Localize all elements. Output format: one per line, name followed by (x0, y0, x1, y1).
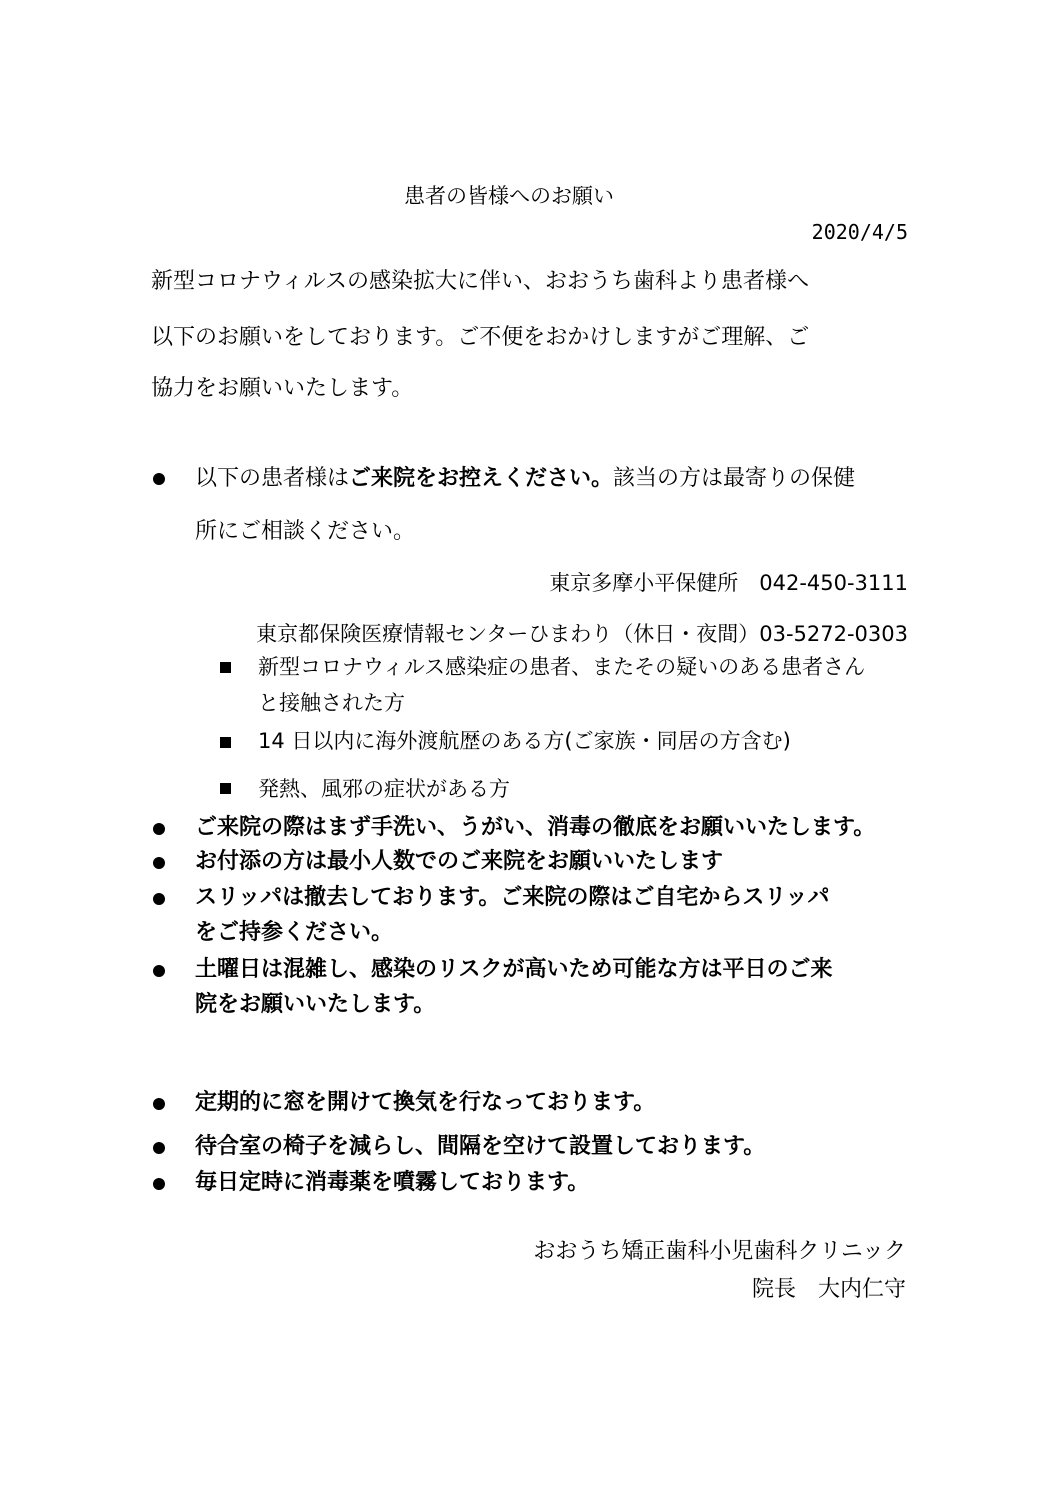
item-1-line-1 (195, 466, 855, 492)
contact-health-center: 東京多摩小平保健所 042-450-3111 (549, 571, 908, 595)
intro-line-1: 新型コロナウィルスの感染拡大に伴い、おおうち歯科より患者様へ (151, 269, 810, 294)
clinic-name: おおうち矯正歯科小児歯科クリニック (533, 1239, 906, 1264)
condition-1-line-1: 新型コロナウィルス感染症の患者、またその疑いのある患者さん (258, 655, 866, 679)
request-3-line-1: スリッパは撤去しております。ご来院の際はご自宅からスリッパ (195, 885, 830, 910)
bullet-icon (153, 857, 165, 869)
measure-1: 定期的に窓を開けて換気を行なっております。 (195, 1090, 656, 1115)
page-title: 患者の皆様へのお願い (404, 184, 614, 208)
condition-3: 発熱、風邪の症状がある方 (258, 777, 510, 801)
item-1-pre: 以下の患者様は (195, 466, 350, 491)
item-1-emphasis: ご来院をお控えください。 (349, 466, 614, 491)
document-date: 2020/4/5 (811, 220, 908, 244)
request-4-line-2: 院をお願いいたします。 (195, 992, 436, 1017)
contact-info-center: 東京都保険医療情報センターひまわり（休日・夜間）03-5272-0303 (256, 622, 908, 646)
bullet-icon (153, 893, 165, 905)
bullet-icon (153, 1178, 165, 1190)
intro-line-2: 以下のお願いをしております。ご不便をおかけしますがご理解、ご (151, 325, 810, 350)
item-1-line-2: 所にご相談ください。 (195, 519, 416, 544)
intro-line-3: 協力をお願いいたします。 (151, 376, 414, 401)
director-name: 院長 大内仁守 (751, 1277, 906, 1302)
request-3-line-2: をご持参ください。 (195, 920, 394, 945)
request-4-line-1: 土曜日は混雑し、感染のリスクが高いため可能な方は平日のご来 (195, 957, 833, 982)
bullet-icon (153, 1098, 165, 1110)
bullet-icon (153, 1142, 165, 1154)
request-1: ご来院の際はまず手洗い、うがい、消毒の徹底をお願いいたします。 (195, 815, 876, 840)
square-bullet-icon (220, 662, 231, 673)
square-bullet-icon (220, 783, 231, 794)
square-bullet-icon (220, 737, 231, 748)
bullet-icon (153, 473, 165, 485)
condition-2: 14 日以内に海外渡航歴のある方(ご家族・同居の方含む) (258, 729, 791, 753)
bullet-icon (153, 965, 165, 977)
bullet-icon (153, 823, 165, 835)
item-1-post: 該当の方は最寄りの保健 (613, 466, 856, 491)
request-2: お付添の方は最小人数でのご来院をお願いいたします (195, 849, 724, 874)
measure-2: 待合室の椅子を減らし、間隔を空けて設置しております。 (195, 1134, 766, 1159)
condition-1-line-2: と接触された方 (258, 691, 405, 715)
measure-3: 毎日定時に消毒薬を噴霧しております。 (195, 1170, 590, 1195)
